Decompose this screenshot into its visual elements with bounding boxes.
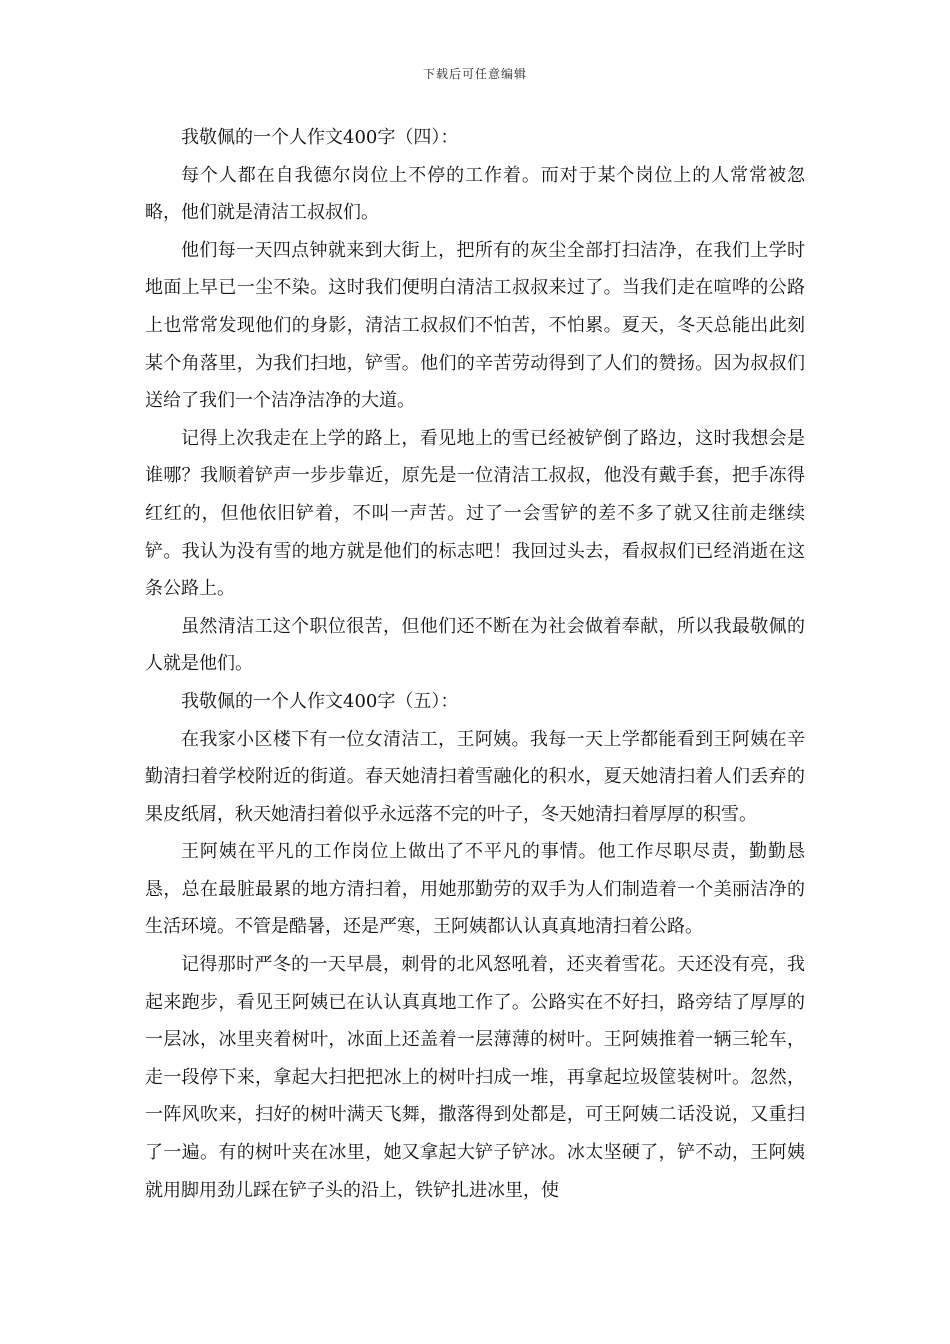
paragraph: 记得那时严冬的一天早晨，刺骨的北风怒吼着，还夹着雪花。天还没有亮，我起来跑步，看见王阿姨已在认认真真地工作了。公路实在不好扫，路旁结了厚厚的一层冰，冰里夹着树叶，冰面上还盖着一层薄薄的树叶。王阿姨推着一辆三轮车，走一段停下来，拿起大扫把把冰上的树叶扫成一堆，再拿起垃圾筐装树叶。忽然，一阵风吹来，扫好的树叶满天飞舞，撒落得到处都是，可王阿姨二话没说，又重扫了一遍。有的树叶夹在冰里，她又拿起大铲子铲冰。冰太坚硬了，铲不动，王阿姨就用脚用劲儿踩在铲子头的沿上，铁铲扎进冰里，使 [145,954,805,1201]
paragraph: 每个人都在自我德尔岗位上不停的工作着。而对于某个岗位上的人常常被忽略，他们就是清洁工叔叔们。 [145,164,805,224]
document-body [145,119,805,1209]
paragraph: 他们每一天四点钟就来到大街上，把所有的灰尘全部打扫洁净，在我们上学时地面上早已一尘不染。这时我们便明白清洁工叔叔来过了。当我们走在喧哗的公路上也常常发现他们的身影，清洁工叔叔们不怕苦，不怕累。夏天，冬天总能出此刻某个角落里，为我们扫地，铲雪。他们的辛苦劳动得到了人们的赞扬。因为叔叔们送给了我们一个洁净洁净的大道。 [145,239,805,412]
essay-heading-4: 我敬佩的一个人作文400字（四）： [181,127,459,148]
paragraph: 在我家小区楼下有一位女清洁工，王阿姨。我每一天上学都能看到王阿姨在辛勤清扫着学校附近的街道。春天她清扫着雪融化的积水，夏天她清扫着人们丢弃的果皮纸屑，秋天她清扫着似乎永远落不完的叶子，冬天她清扫着厚厚的积雪。 [145,728,805,825]
paragraph: 记得上次我走在上学的路上，看见地上的雪已经被铲倒了路边，这时我想会是谁哪？我顺着铲声一步步靠近，原先是一位清洁工叔叔，他没有戴手套，把手冻得红红的，但他依旧铲着，不叫一声苦。过了一会雪铲的差不多了就又往前走继续铲。我认为没有雪的地方就是他们的标志吧！我回过头去，看叔叔们已经消逝在这条公路上。 [145,427,805,600]
page-header: 下载后可任意编辑 [422,67,527,81]
paragraph: 王阿姨在平凡的工作岗位上做出了不平凡的事情。他工作尽职尽责，勤勤恳恳，总在最脏最累的地方清扫着，用她那勤劳的双手为人们制造着一个美丽洁净的生活环境。不管是酷暑，还是严寒，王阿姨都认认真真地清扫着公路。 [145,841,805,938]
essay-heading-5: 我敬佩的一个人作文400字（五）： [181,690,459,712]
paragraph: 虽然清洁工这个职位很苦，但他们还不断在为社会做着奉献，所以我最敬佩的人就是他们。 [145,615,805,675]
